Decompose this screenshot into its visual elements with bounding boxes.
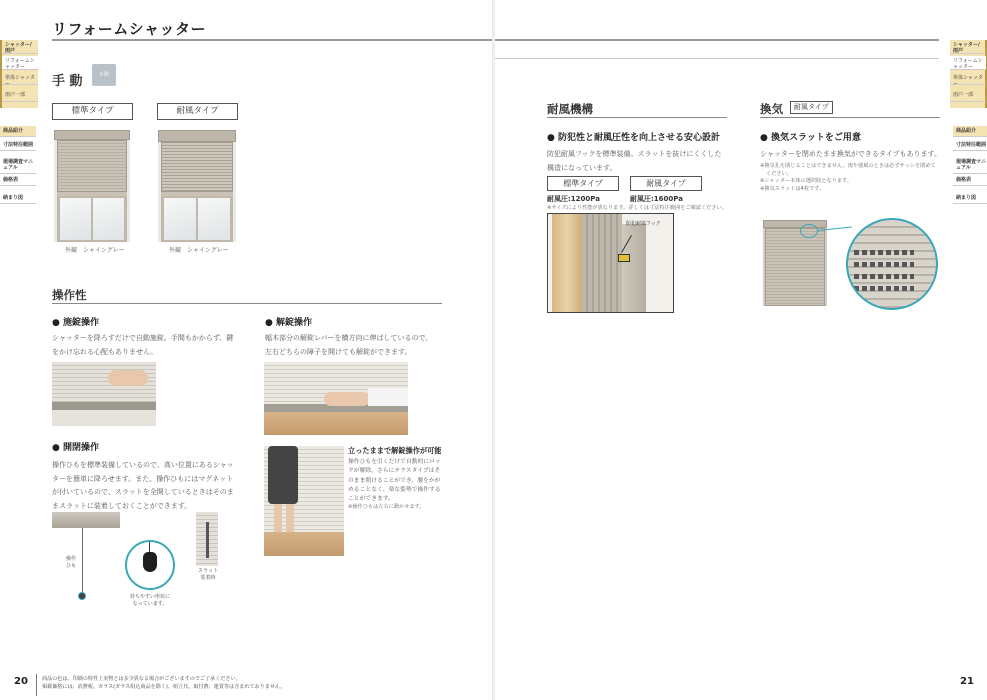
- openclose-heading: ● 開閉操作: [52, 443, 100, 453]
- lock-text: シャッターを降ろすだけで自動施錠。手間もかからず、鍵 をかけ忘れる心配もありません。: [52, 334, 234, 356]
- wind-shutter-image: [158, 130, 236, 242]
- unlock-heading: ● 解錠操作: [265, 318, 313, 328]
- slat-attach-photo: [196, 512, 218, 566]
- slat-attach-caption: スラット 装着時: [198, 568, 218, 581]
- footer-notes: 商品の色は、印刷の特性上実物とは多少異なる場合がございますのでご了承ください。 掲載価格には、消費税、ガラス(ガラス組込商品を除く)、組立代、取付費、運賃等は含まれておりません。: [42, 676, 286, 690]
- manual-heading: 手 動: [52, 74, 83, 89]
- lock-photo: [52, 362, 156, 426]
- cord-easy-caption: 持ちやすい形状に なっています。: [129, 594, 170, 607]
- nav-item-products[interactable]: 商品紹介: [0, 126, 36, 137]
- cord-illustration: [52, 512, 120, 602]
- lock-heading: ● 施錠操作: [52, 318, 100, 328]
- standard-shutter-image: [54, 130, 130, 242]
- nav-tab-shutter-right-label: シャッター/雨戸: [950, 40, 986, 54]
- vent-badge: 耐風タイプ: [790, 101, 833, 114]
- hook-diagram: [547, 213, 674, 313]
- nav-tab-shutter-right[interactable]: [950, 40, 987, 108]
- unlock-photo: [264, 362, 408, 435]
- nav-item-survey-right[interactable]: 現場調査マニュアル: [953, 157, 987, 174]
- standing-photo: [264, 446, 344, 556]
- page-spine: [492, 0, 495, 700]
- vent-text: シャッターを閉めたまま換気ができるタイプもあります。: [760, 150, 941, 158]
- nav-tab-single-right[interactable]: 単体シャッター: [950, 73, 986, 85]
- vent-bullet: ● 換気スラットをご用意: [760, 133, 861, 143]
- vent-zoom-marker: [800, 224, 818, 238]
- operability-rule: [52, 303, 442, 304]
- wind-caption: 外観 シャイングレー: [169, 247, 229, 254]
- nav-item-survey[interactable]: 現場調査マニュアル: [0, 157, 36, 174]
- unlock-text: 幅木部分の解錠レバーを横方向に伸ばしているので、 左右どちらの障子を開けても解錠ができます。: [265, 334, 433, 356]
- nav-item-size[interactable]: 寸法特注範囲: [0, 140, 36, 151]
- nav-item-products-right[interactable]: 商品紹介: [953, 126, 987, 137]
- standing-text: 操作ひもを引くだけで自動的にロッ クが解除。さらにテラスタイプはそ のまま開けることができ、腰をかが めることなく、楽な姿勢で操作する ことができます。: [348, 459, 441, 503]
- nav-item-price[interactable]: 価格表: [0, 175, 36, 186]
- nav-item-drawing-right[interactable]: 納まり図: [953, 193, 987, 204]
- page-title: リフォームシャッター: [52, 20, 206, 38]
- vent-notes: ※換気孔を閉じることはできません。雨や強風のときは必ずサッシを閉めて ください。 ※シャッター本体の選択肢となります。 ※換気スラットは4枚です。: [760, 163, 936, 192]
- nav-item-size-right[interactable]: 寸法特注範囲: [953, 140, 987, 151]
- wind-type-wind: 耐風タイプ: [630, 176, 702, 191]
- sub-rule-right: [495, 58, 939, 59]
- nav-tab-amado-right[interactable]: 雨戸一部: [950, 90, 986, 102]
- wind-type-standard: 標準タイプ: [547, 176, 619, 191]
- footer-divider: [36, 674, 37, 696]
- standard-caption: 外観 シャイングレー: [65, 247, 125, 254]
- wind-heading: 耐風機構: [547, 102, 593, 116]
- type-wind-tag: 耐風タイプ: [157, 103, 238, 120]
- pressure-wind: 耐風圧:1600Pa: [630, 195, 683, 203]
- nav-tab-shutter-label: シャッター/雨戸: [2, 40, 38, 54]
- wind-note: ※サイズにより性能が異なります。詳しくは寸法特注範囲をご確認ください。: [547, 205, 727, 211]
- wind-rule: [547, 117, 727, 118]
- operability-heading: 操作性: [52, 288, 87, 302]
- standing-heading: 立ったままで解錠操作が可能: [348, 446, 442, 455]
- vent-rule: [760, 117, 940, 118]
- nav-tab-single[interactable]: 単体シャッター: [2, 73, 38, 85]
- openclose-text: 操作ひもを標準装備しているので、高い位置にあるシャッ ターを簡単に降ろせます。また、操作ひもにはマグネット が付いているので、スラットを全開しているときはそのま まスラットに装着しておくことができます。: [52, 461, 234, 510]
- wind-text: 防犯耐風フックを標準装備。スラットを抜けにくくした 構造になっています。: [547, 150, 722, 172]
- vent-zoom-circle: [846, 218, 938, 310]
- nav-tab-reform-right[interactable]: リフォームシャッター: [950, 56, 986, 70]
- nav-tab-reform[interactable]: リフォームシャッター: [2, 56, 38, 70]
- nav-item-price-right[interactable]: 価格表: [953, 175, 987, 186]
- cord-label: 操作 ひも: [66, 556, 77, 569]
- title-rule: [52, 39, 492, 41]
- type-standard-tag: 標準タイプ: [52, 103, 133, 120]
- nav-item-drawing[interactable]: 納まり図: [0, 193, 36, 204]
- vent-heading: 換気: [760, 102, 783, 116]
- pressure-standard: 耐風圧:1200Pa: [547, 195, 600, 203]
- hook-label: 防犯耐風フック: [626, 221, 661, 227]
- wind-bullet: ● 防犯性と耐風圧性を向上させる安心設計: [547, 133, 721, 143]
- standing-note: ※操作ひもは左右に動かせます。: [348, 504, 425, 510]
- title-rule-right: [495, 39, 939, 41]
- nav-tab-amado[interactable]: 雨戸一部: [2, 90, 38, 102]
- cord-zoom-circle: [125, 540, 175, 590]
- page-number-left: 20: [14, 676, 28, 687]
- page-number-right: 21: [960, 676, 974, 687]
- manual-badge: 手動: [92, 64, 116, 86]
- nav-tab-shutter[interactable]: [0, 40, 38, 108]
